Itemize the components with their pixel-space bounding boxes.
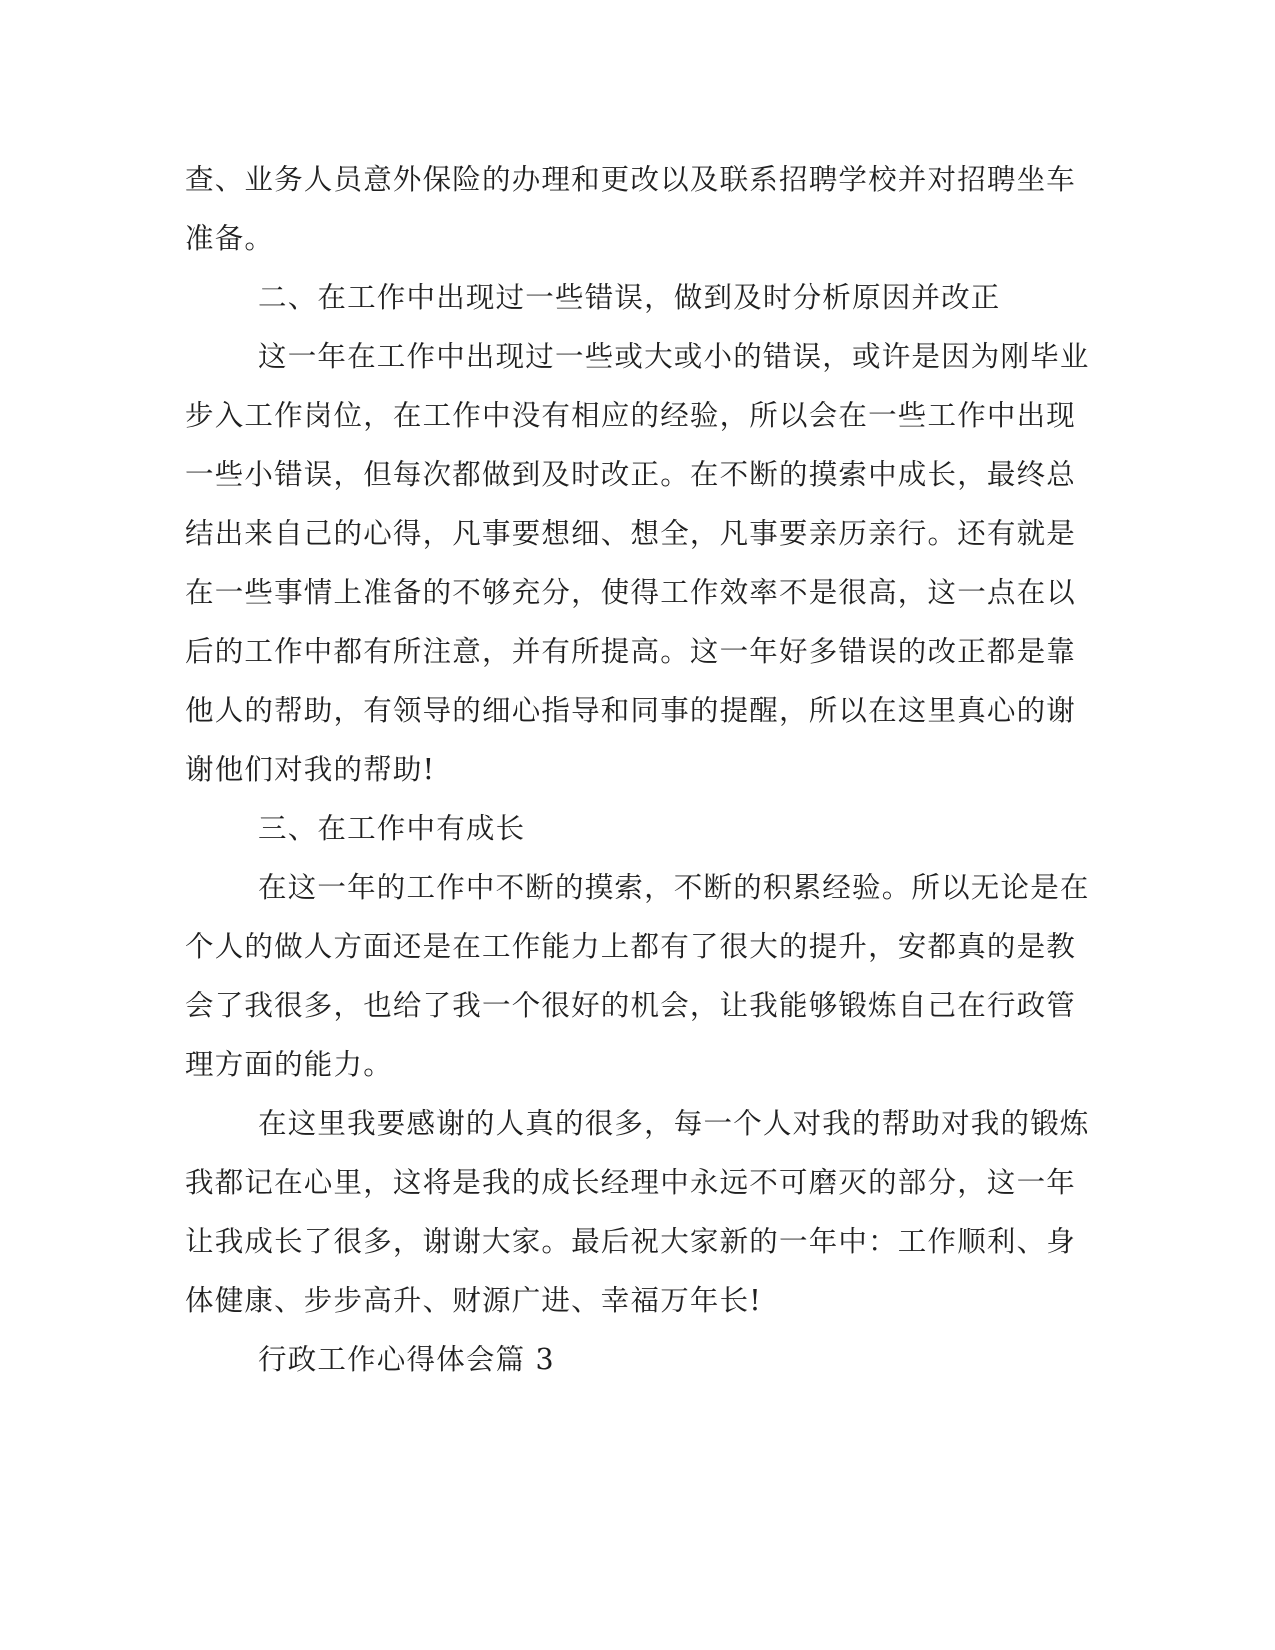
paragraph-first-line: 这一年在工作中出现过一些或大或小的错误，或许是因为刚毕业 [258, 340, 1090, 373]
text-line: 后的工作中都有所注意，并有所提高。这一年好多错误的改正都是靠 [185, 635, 1077, 668]
paragraph-first-line: 在这一年的工作中不断的摸索，不断的积累经验。所以无论是在 [258, 871, 1090, 904]
section-heading-2: 二、在工作中出现过一些错误，做到及时分析原因并改正 [258, 281, 1001, 314]
text-line: 理方面的能力。 [185, 1048, 393, 1081]
text-line: 体健康、步步高升、财源广进、幸福万年长! [185, 1284, 762, 1317]
text-line: 结出来自己的心得，凡事要想细、想全，凡事要亲历亲行。还有就是 [185, 517, 1077, 550]
text-line: 准备。 [185, 222, 275, 255]
text-line: 他人的帮助，有领导的细心指导和同事的提醒，所以在这里真心的谢 [185, 694, 1077, 727]
article-title: 行政工作心得体会篇 3 [258, 1343, 555, 1376]
text-line: 步入工作岗位，在工作中没有相应的经验，所以会在一些工作中出现 [185, 399, 1077, 432]
text-line: 我都记在心里，这将是我的成长经理中永远不可磨灭的部分，这一年 [185, 1166, 1077, 1199]
text-line: 个人的做人方面还是在工作能力上都有了很大的提升，安都真的是教 [185, 930, 1077, 963]
section-heading-3: 三、在工作中有成长 [258, 812, 526, 845]
text-line: 让我成长了很多，谢谢大家。最后祝大家新的一年中：工作顺利、身 [185, 1225, 1077, 1258]
text-line: 谢他们对我的帮助! [185, 753, 436, 786]
text-line: 会了我很多，也给了我一个很好的机会，让我能够锻炼自己在行政管 [185, 989, 1077, 1022]
text-line: 查、业务人员意外保险的办理和更改以及联系招聘学校并对招聘坐车 [185, 163, 1077, 196]
text-line: 在一些事情上准备的不够充分，使得工作效率不是很高，这一点在以 [185, 576, 1077, 609]
paragraph-first-line: 在这里我要感谢的人真的很多，每一个人对我的帮助对我的锻炼 [258, 1107, 1090, 1140]
text-line: 一些小错误，但每次都做到及时改正。在不断的摸索中成长，最终总 [185, 458, 1077, 491]
